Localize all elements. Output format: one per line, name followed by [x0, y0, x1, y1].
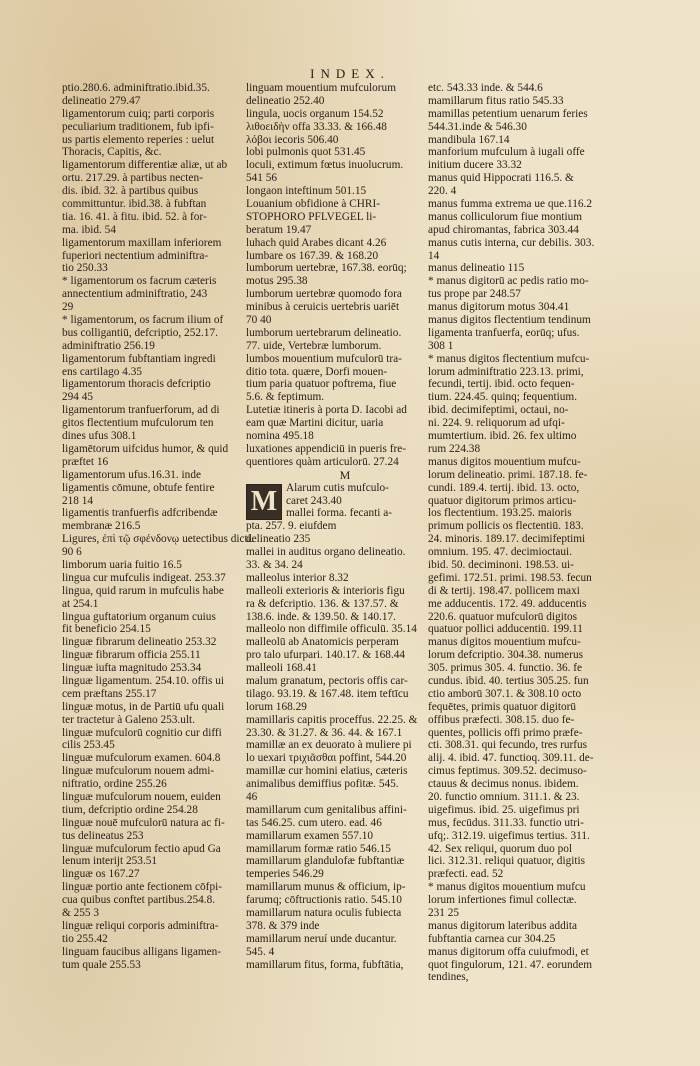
index-entry-line: me adducentis. 172. 49. adducentis — [428, 597, 587, 610]
index-entry-line: fequētes, primis quatuor digitorū — [428, 700, 577, 713]
index-entry-line: manus digitorum lateribus addita — [428, 919, 578, 932]
index-entry-line: malleolo non diffimile officulū. 35.14 — [246, 623, 417, 636]
index-entry-line: 305. primus 305. 4. functio. 36. fe — [428, 662, 583, 675]
index-entry-line: mallei forma. fecanti a- — [286, 507, 393, 520]
index-column-2 — [246, 82, 444, 971]
index-entry-line: tus delineatus 253 — [62, 829, 144, 842]
index-entry-line: linguæ mufculorum examen. 604.8 — [62, 752, 221, 765]
index-entry-line: longaon inteftinum 501.15 — [246, 185, 367, 198]
index-entry-line: cua quibus conftet partibus.254.8. — [62, 894, 216, 907]
index-entry-line: pta. 257. 9. eiufdem — [246, 520, 337, 533]
index-entry-line: 24. minoris. 189.17. decimifeptimi — [428, 533, 586, 546]
index-entry-line: tendines, — [428, 971, 469, 984]
index-entry-line: delineatio 279.47 — [62, 94, 141, 107]
index-entry-line: manus colliculorum fiue montium — [428, 210, 583, 223]
index-entry-line: ditio tota. quære, Dorfi mouen- — [246, 365, 388, 378]
index-entry-line: 220.6. quatuor mufculorū digitos — [428, 610, 578, 623]
index-entry-line: 541 56 — [246, 172, 278, 185]
index-entry-line: manforium mufculum à iugali offe — [428, 146, 585, 159]
index-entry-line: mamillarum glandulofæ fubftantiæ — [246, 855, 405, 868]
index-entry-line: uigefimus. ibid. 25. uigefimus pri — [428, 803, 580, 816]
index-entry-line: lumborum uertebræ, 167.38. eorūq; — [246, 262, 407, 275]
index-entry-line: dis. ibid. 32. à partibus quibus — [62, 185, 199, 198]
index-entry-line: gitos flectentium mufculorum ten — [62, 417, 214, 430]
index-entry-line: STOPHORO PFLVEGEL li- — [246, 210, 377, 223]
index-entry-line: us partis elemento reperies : uelut — [62, 133, 215, 146]
index-entry-line: linguæ mufculorum nouem admi- — [62, 765, 215, 778]
index-entry-line: linguæ fibrarum officia 255.11 — [62, 649, 201, 662]
index-entry-line: nomina 495.18 — [246, 430, 314, 443]
index-entry-line: bus colligantiū, defcriptio, 252.17. — [62, 326, 218, 339]
index-entry-line: 70 40 — [246, 314, 272, 327]
index-entry-line: manus fumma extrema ue que.116.2 — [428, 198, 592, 211]
index-entry-line: mamillarum examen 557.10 — [246, 829, 374, 842]
index-entry-line: los flectentium. 193.25. maioris — [428, 507, 572, 520]
index-entry-line: cilis 253.45 — [62, 739, 115, 752]
index-entry-line: ligamentorum maxillam inferiorem — [62, 236, 222, 249]
index-entry-line: cem præftans 255.17 — [62, 687, 157, 700]
index-entry-line: lorum 168.29 — [246, 700, 307, 713]
index-entry-line: mamillaris capitis proceffus. 22.25. & — [246, 713, 418, 726]
index-entry-line: lorum adminiftratio 223.13. primi, — [428, 365, 584, 378]
section-letter: M — [339, 467, 351, 482]
index-entry-line: linguæ iufta magnitudo 253.34 — [62, 662, 202, 675]
index-entry-line: tio 255.42 — [62, 932, 108, 945]
index-entry-line: ligamentorum differentiæ aliæ, ut ab — [62, 159, 228, 172]
index-entry-line: 308 1 — [428, 339, 454, 352]
index-entry-line: lici. 312.31. reliqui quatuor, digitis — [428, 855, 586, 868]
index-entry-line: ligamentorum cuiq; parti corporis — [62, 107, 215, 120]
index-entry-line: fit beneficio 254.15 — [62, 623, 151, 636]
index-entry-line: 138.6. inde. & 139.50. & 140.17. — [246, 610, 396, 623]
index-entry-line: mamillarum fitus, forma, fubftātia, — [246, 958, 404, 971]
index-entry-line: tus prope par 248.57 — [428, 288, 521, 301]
index-entry-line: 23.30. & 31.27. & 36. 44. & 167.1 — [246, 726, 403, 739]
index-entry-line: lobi pulmonis quot 531.45 — [246, 146, 366, 159]
index-entry-line: quot fingulorum, 121. 47. eorundem — [428, 958, 593, 971]
index-entry-line: mamillarum cum genitalibus affini- — [246, 803, 407, 816]
index-entry-line: mamillæ cur homini elatius, cæteris — [246, 765, 408, 778]
index-entry-line: lingua, quid rarum in mufculis habe — [62, 584, 224, 597]
index-entry-line: niftratio, ordine 255.26 — [62, 778, 167, 791]
index-entry-line: manus digitos flectentium tendinum — [428, 314, 591, 327]
index-entry-line: tio 250.33 — [62, 262, 108, 275]
index-entry-line: omnium. 195. 47. decimioctaui. — [428, 546, 573, 559]
index-entry-line: primum pollicis os flectentiū. 183. — [428, 520, 584, 533]
index-entry-line: * manus digitos mouentium mufcu — [428, 881, 586, 894]
index-entry-line: lorum delineatio. primi. 187.18. fe- — [428, 468, 588, 481]
index-entry-line: 545. 4 — [246, 945, 275, 958]
index-entry-line: at 254.1 — [62, 597, 99, 610]
index-entry-line: ligamentorum tranfuerforum, ad di — [62, 404, 220, 417]
index-entry-line: Alarum cutis mufculo- — [286, 481, 389, 494]
index-entry-line: mus, fecūdus. 311.33. functio utri- — [428, 816, 584, 829]
index-entry-line: manus digitos mouentium mufcu- — [428, 636, 581, 649]
index-entry-line: Lutetiæ itineris à porta D. Iacobi ad — [246, 404, 407, 417]
index-entry-line: ligamentorum fubftantiam ingredi — [62, 352, 216, 365]
index-entry-line: farumq; cōftructionis ratio. 545.10 — [246, 894, 402, 907]
index-entry-line: rum 224.38 — [428, 442, 481, 455]
index-entry-line: ligamentorum thoracis defcriptio — [62, 378, 211, 391]
index-entry-line: linguæ mufculorum nouem, euiden — [62, 790, 221, 803]
index-entry-line: ligamētorum uifcidus humor, & quid — [62, 442, 229, 455]
index-entry-line: præftet 16 — [62, 455, 109, 468]
index-entry-line: motus 295.38 — [246, 275, 308, 288]
index-entry-line: 46 — [246, 790, 258, 803]
index-entry-line: dines ufus 308.1 — [62, 430, 137, 443]
index-entry-line: mamillarum neruí unde ducantur. — [246, 932, 397, 945]
index-entry-line: linguæ nouē mufculorū natura ac fi- — [62, 816, 225, 829]
index-entry-line: initium ducere 33.32 — [428, 159, 522, 172]
index-entry-line: linguam mouentium mufculorum — [246, 82, 396, 94]
index-entry-line: mamillas petentium uenarum feries — [428, 107, 588, 120]
index-entry-line: linguæ reliqui corporis adminiftra- — [62, 919, 219, 932]
index-entry-line: ctauus & decimus nonus. ibidem. — [428, 778, 579, 791]
index-entry-line: * ligamentorum os facrum cæteris — [62, 275, 217, 288]
index-entry-line: ens cartilago 4.35 — [62, 365, 142, 378]
index-entry-line: luxationes appendiciū in pueris fre- — [246, 442, 406, 455]
index-entry-line: linguæ ligamentum. 254.10. offis ui — [62, 674, 225, 687]
index-entry-line: malum granatum, pectoris offis car- — [246, 674, 408, 687]
index-entry-line: 77. uide, Vertebræ lumborum. — [246, 339, 382, 352]
index-entry-line: 294 45 — [62, 391, 94, 404]
index-entry-line: 378. & 379 inde — [246, 919, 320, 932]
index-entry-line: alij. 4. ibid. 47. functioq. 309.11. de- — [428, 752, 594, 765]
index-entry-line: manus quid Hippocrati 116.5. & — [428, 172, 574, 185]
index-entry-line: ra & defcriptio. 136. & 137.57. & — [246, 597, 399, 610]
index-entry-line: lumborum uertebrarum delineatio. — [246, 326, 402, 339]
index-entry-line: ligamentis cōmune, obtufe fentire — [62, 481, 215, 494]
index-entry-line: 5.6. & feptimum. — [246, 391, 325, 404]
index-entry-line: Louanium obfidione à CHRI- — [246, 198, 380, 211]
index-entry-line: linguæ mufculorum fectio apud Ga — [62, 842, 221, 855]
index-entry-line: mamillarum fitus ratio 545.33 — [428, 94, 564, 107]
index-entry-line: offibus præfecti. 308.15. duo fe- — [428, 713, 575, 726]
index-entry-line: loculi, extimum fœtus inuolucrum. — [246, 159, 404, 172]
index-entry-line: ufq;. 312.19. uigefimus tertius. 311. — [428, 829, 590, 842]
index-entry-line: fuperiori nectentium adminiftra- — [62, 249, 209, 262]
index-entry-line: lumbos mouentium mufculorū tra- — [246, 352, 402, 365]
index-entry-line: manus digitorum offa cuiufmodi, et — [428, 945, 589, 958]
index-entry-line: annectentium adminiftratio, 243 — [62, 288, 208, 301]
index-column-1 — [62, 82, 260, 971]
index-entry-line: tium paria quatuor poftrema, fiue — [246, 378, 397, 391]
index-entry-line: 90 6 — [62, 546, 82, 559]
index-entry-line: 20. functio omnium. 311.1. & 23. — [428, 790, 580, 803]
index-entry-line: & 255 3 — [62, 907, 100, 919]
index-entry-line: manus cutis interna, cur debilis. 303. — [428, 236, 595, 249]
index-entry-line: tium, defcriptio ordine 254.28 — [62, 803, 198, 816]
decorated-initial-m: M — [246, 484, 282, 520]
index-entry-line: cti. 308.31. qui fecundo, tres rurfus — [428, 739, 588, 752]
index-entry-line: lumbare os 167.39. & 168.20 — [246, 249, 379, 262]
index-entry-line: quentes, pollicis offi primo præfe- — [428, 726, 583, 739]
index-entry-line: cundi. 189.4. tertij. ibid. 13. octo, — [428, 481, 580, 494]
index-entry-line: 218 14 — [62, 494, 94, 507]
index-entry-line: 33. & 34. 24 — [246, 558, 303, 571]
index-entry-line: committuntur. ibid.38. à fubftan — [62, 198, 207, 211]
index-entry-line: mamillarum natura oculis fubiecta — [246, 907, 402, 919]
index-entry-line: membranæ 216.5 — [62, 520, 141, 533]
index-entry-line: cimus feptimus. 309.52. decimuso- — [428, 765, 587, 778]
index-entry-line: præfecti. ead. 52 — [428, 868, 504, 881]
index-entry-line: limborum uaria fuitio 16.5 — [62, 558, 182, 571]
index-entry-line: delineatio 235 — [246, 533, 311, 546]
index-entry-line: minibus à ceruicis uertebris uariēt — [246, 301, 400, 314]
index-entry-line: manus digitos mouentium mufcu- — [428, 455, 581, 468]
index-entry-line: adminiftratio 256.19 — [62, 339, 155, 352]
index-entry-line: delineatio 252.40 — [246, 94, 325, 107]
index-entry-line: tas 546.25. cum utero. ead. 46 — [246, 816, 382, 829]
index-entry-line: lumborum uertebræ quomodo fora — [246, 288, 402, 301]
index-entry-line: manus digitorum motus 304.41 — [428, 301, 570, 314]
index-entry-line: Thoracis, Capitis, &c. — [62, 146, 162, 159]
page-header: INDEX. — [310, 66, 390, 81]
index-entry-line: ligamentis tranfuerfis adfcribendæ — [62, 507, 218, 520]
index-entry-line: malleoli 168.41 — [246, 662, 317, 675]
index-entry-line: mamillarum munus & officium, ip- — [246, 881, 406, 894]
index-entry-line: 220. 4 — [428, 185, 457, 198]
index-column-3 — [428, 82, 626, 984]
index-entry-line: gefimi. 172.51. primi. 198.53. fecun — [428, 571, 592, 584]
index-entry-line: λόβοι iecoris 506.40 — [246, 133, 339, 146]
index-entry-line: tum quale 255.53 — [62, 958, 141, 971]
index-entry-line: tia. 16. 41. à fitu. ibid. 52. à for- — [62, 210, 207, 223]
index-entry-line: 14 — [428, 249, 440, 262]
index-entry-line: linguæ motus, in de Partiū ufu quali — [62, 700, 225, 713]
index-entry-line: lingula, uocis organum 154.52 — [246, 107, 384, 120]
index-entry-line: malleoli exterioris & interioris figu — [246, 584, 405, 597]
index-entry-line: fecundi, tertij. ibid. octo fequen- — [428, 378, 575, 391]
index-entry-line: linguam faucibus alligans ligamen- — [62, 945, 222, 958]
index-entry-line: ligamenta tranfuerfa, eorūq; ufus. — [428, 326, 580, 339]
index-entry-line: fubftantia carnea cur 304.25 — [428, 932, 556, 945]
index-entry-line: linguæ fibrarum delineatio 253.32 — [62, 636, 217, 649]
index-entry-line: quentiores quàm articulorū. 27.24 — [246, 455, 399, 468]
index-entry-line: ma. ibid. 54 — [62, 223, 116, 236]
index-entry-line: λιθοειδὴν offa 33.33. & 166.48 — [246, 120, 387, 133]
index-entry-line: ortu. 217.29. à partibus necten- — [62, 172, 203, 185]
index-entry-line: etc. 543.33 inde. & 544.6 — [428, 82, 543, 94]
index-entry-line: lo uexari τριχιᾶσθαι poffint, 544.20 — [246, 752, 407, 765]
index-entry-line: tilago. 93.19. & 167.48. item teftīcu — [246, 687, 409, 700]
index-entry-line: ptio.280.6. adminiftratio.ibid.35. — [62, 82, 210, 94]
index-entry-line: temperies 546.29 — [246, 868, 324, 881]
index-entry-line: lenum interijt 253.51 — [62, 855, 158, 868]
index-entry-line: mallei in auditus organo delineatio. — [246, 546, 406, 559]
index-entry-line: ibid. decimifeptimi, octaui, no- — [428, 404, 569, 417]
index-entry-line: 544.31.inde & 546.30 — [428, 120, 527, 133]
index-entry-line: quatuor digitorum primos articu- — [428, 494, 577, 507]
index-entry-line: ctio amborū 307.1. & 308.10 octo — [428, 687, 582, 700]
index-entry-line: Ligures, ἐπὶ τῷ σφένδονῳ uetectibus dicti. — [62, 533, 254, 546]
index-entry-line: ligamentorum ufus.16.31. inde — [62, 468, 201, 481]
index-entry-line: 42. Sex reliqui, quorum duo pol — [428, 842, 573, 855]
index-entry-line: * manus digitorū ac pedis ratio mo- — [428, 275, 589, 288]
index-entry-line: ter tractetur à Galeno 253.ult. — [62, 713, 195, 726]
index-entry-line: lorum infertiones fimul collectæ. — [428, 894, 577, 907]
index-entry-line: lingua cur mufculis indigeat. 253.37 — [62, 571, 226, 584]
index-entry-line: linguæ mufculorū cognitio cur diffi — [62, 726, 222, 739]
index-entry-line: cundus. ibid. 40. tertius 305.25. fun — [428, 674, 589, 687]
index-entry-line: mumtertium. ibid. 26. fex ultimo — [428, 430, 577, 443]
index-entry-line: linguæ os 167.27 — [62, 868, 140, 881]
index-entry-line: linguæ portio ante fectionem cōfpi- — [62, 881, 222, 894]
index-entry-line: ibid. 50. deciminoni. 198.53. ui- — [428, 558, 574, 571]
index-entry-line: 29 — [62, 301, 74, 314]
index-entry-line: ni. 224. 9. reliquorum ad ufqi- — [428, 417, 565, 430]
index-entry-line: tium. 224.45. quinq; fequentium. — [428, 391, 578, 404]
index-entry-line: quatuor pollici adducentiū. 199.11 — [428, 623, 583, 636]
index-entry-line: lingua guftatorium organum cuius — [62, 610, 216, 623]
index-entry-line: malleolus interior 8.32 — [246, 571, 349, 584]
index-entry-line: malleolū ab Anatomicis perperam — [246, 636, 399, 649]
index-entry-line: * manus digitos flectentium mufcu- — [428, 352, 590, 365]
index-entry-line: di & tertij. 198.47. pollicem maxi — [428, 584, 580, 597]
index-entry-line: manus delineatio 115 — [428, 262, 525, 275]
index-entry-line: animalibus demiffius pofitæ. 545. — [246, 778, 399, 791]
index-entry-line: pro talo ufurpari. 140.17. & 168.44 — [246, 649, 406, 662]
index-entry-line: luhach quid Arabes dicant 4.26 — [246, 236, 387, 249]
index-entry-line: apud chiromantas, fabrica 303.44 — [428, 223, 579, 236]
index-entry-line: mandibula 167.14 — [428, 133, 510, 146]
index-entry-line: * ligamentorum, os facrum ilium of — [62, 314, 224, 327]
index-entry-line: eam quæ Martini dicitur, uaria — [246, 417, 384, 430]
index-entry-line: caret 243.40 — [286, 494, 342, 507]
index-entry-line: 231 25 — [428, 907, 460, 919]
index-entry-line: peculiarium traditionem, fub ipfi- — [62, 120, 214, 133]
index-entry-line: mamillarum formæ ratio 546.15 — [246, 842, 391, 855]
index-entry-line: lorum defcriptio. 304.38. numerus — [428, 649, 583, 662]
index-entry-line: mamillæ an ex deuorato à muliere pi — [246, 739, 412, 752]
index-entry-line: beratum 19.47 — [246, 223, 312, 236]
